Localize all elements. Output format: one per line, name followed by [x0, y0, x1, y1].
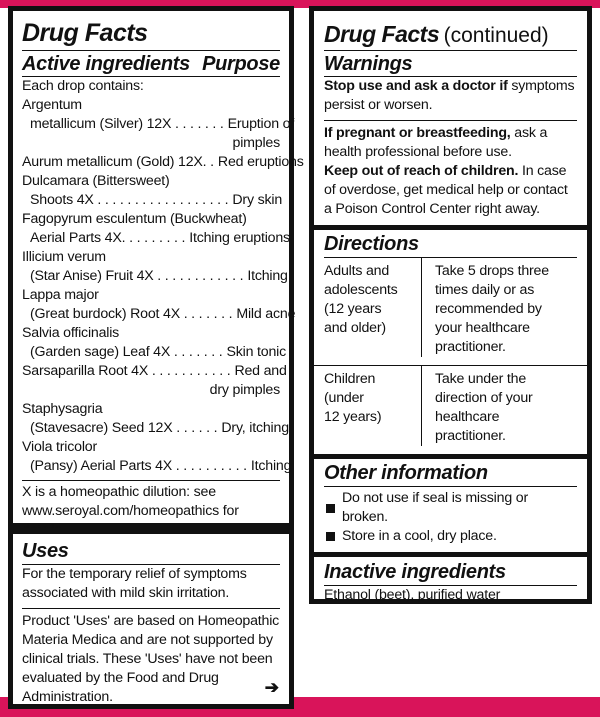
keep-out-text-2: of overdose, get medical help or contact — [324, 182, 568, 198]
active-ingredients-heading: Active ingredients — [22, 53, 190, 75]
section-divider — [314, 225, 587, 230]
stop-use-text: symptoms — [511, 78, 575, 94]
other-information-list — [314, 487, 587, 546]
age-group-text: Adults and — [324, 263, 390, 279]
dose-text: your healthcare — [435, 320, 530, 336]
dose-text: healthcare — [435, 409, 500, 425]
ingredient-detail: (Garden sage) Leaf 4X . . . . . . . — [30, 344, 223, 360]
ingredient-purpose: Red eruptions — [217, 154, 304, 170]
ingredient-name: Argentum — [22, 97, 82, 113]
ingredient-detail: Aurum metallicum (Gold) 12X. . — [22, 154, 214, 170]
directions-dose-cell — [422, 366, 587, 446]
divider — [22, 480, 280, 481]
ingredient-row — [22, 419, 289, 438]
warnings-heading: Warnings — [324, 53, 413, 75]
ingredient-detail: (Great burdock) Root 4X . . . . . . . — [30, 306, 233, 322]
age-group-text: (under — [324, 390, 364, 406]
dose-text: recommended by — [435, 301, 542, 317]
uses-disclaimer: evaluated by the Food and Drug — [22, 670, 219, 686]
continued-suffix: (continued) — [443, 24, 549, 47]
list-item-text: Store in a cool, dry place. — [342, 528, 497, 544]
directions-heading: Directions — [324, 233, 419, 255]
continued-title: Drug Facts — [324, 21, 440, 47]
ingredient-detail: (Pansy) Aerial Parts 4X . . . . . . . . . . — [30, 458, 247, 474]
keep-out-text: In case — [521, 163, 567, 179]
directions-age-cell — [314, 366, 422, 446]
ingredient-name: Lappa major — [22, 287, 99, 303]
directions-age-cell — [314, 258, 422, 357]
dose-text: Take under the — [435, 371, 527, 387]
ingredient-detail: Sarsaparilla Root 4X . . . . . . . . . . . — [22, 363, 231, 379]
uses-text: associated with mild skin irritation. — [22, 585, 230, 601]
stop-use-text-2: persist or worsen. — [324, 97, 433, 113]
pregnant-bold: If pregnant or breastfeeding, — [324, 125, 511, 141]
drug-facts-continued-panel — [309, 6, 592, 604]
uses-heading: Uses — [22, 540, 69, 562]
ingredient-name: Dulcamara (Bittersweet) — [22, 173, 170, 189]
list-item-text: Do not use if seal is missing or broken. — [341, 490, 528, 525]
ingredient-row — [22, 267, 288, 286]
ingredient-purpose: Dry skin — [232, 192, 283, 208]
drug-facts-title: Drug Facts — [22, 19, 148, 47]
ingredient-purpose: Itching eruptions — [189, 230, 290, 246]
ingredient-purpose: Eruption of — [227, 116, 295, 132]
other-information-heading: Other information — [324, 462, 488, 484]
ingredient-detail: (Star Anise) Fruit 4X . . . . . . . . . . . . — [30, 268, 244, 284]
age-group-text: and older) — [324, 320, 386, 336]
footnote-line-1: X is a homeopathic dilution: see — [22, 484, 216, 500]
ingredient-purpose: Itching — [250, 458, 292, 474]
uses-text: For the temporary relief of symptoms — [22, 566, 247, 582]
ingredient-purpose: Red and — [234, 363, 287, 379]
ingredient-row — [22, 457, 292, 476]
age-group-text: Children — [324, 371, 376, 387]
ingredient-purpose: pimples — [232, 135, 280, 151]
ingredient-purpose: Dry, itching — [221, 420, 289, 436]
keep-out-text-3: a Poison Control Center right away. — [324, 201, 540, 217]
age-group-text: adolescents — [324, 282, 398, 298]
uses-panel — [8, 528, 294, 709]
section-divider — [314, 454, 587, 459]
dose-text: direction of your — [435, 390, 533, 406]
divider — [22, 608, 280, 609]
ingredient-purpose: Skin tonic — [226, 344, 287, 360]
ingredient-name: Staphysagria — [22, 401, 103, 417]
ingredient-row — [22, 343, 287, 362]
ingredient-row — [22, 115, 295, 134]
directions-table — [314, 258, 587, 446]
ingredient-detail: (Stavesacre) Seed 12X . . . . . . — [30, 420, 218, 436]
pregnant-text-2: health professional before use. — [324, 144, 512, 160]
inactive-ingredients-heading: Inactive ingredients — [324, 561, 506, 583]
divider — [324, 50, 577, 51]
dose-text: times daily or as — [435, 282, 535, 298]
ingredient-purpose: Itching — [247, 268, 288, 284]
ingredient-detail: Shoots 4X . . . . . . . . . . . . . . . . . . — [30, 192, 229, 208]
uses-disclaimer: Administration. — [22, 689, 113, 705]
list-item — [324, 489, 577, 527]
square-bullet-icon — [326, 504, 335, 513]
purpose-heading: Purpose — [202, 53, 280, 75]
age-group-text: (12 years — [324, 301, 382, 317]
square-bullet-icon — [326, 532, 335, 541]
ingredient-row — [22, 305, 296, 324]
dose-text: practitioner. — [435, 339, 506, 355]
directions-dose-cell — [422, 258, 587, 357]
section-divider — [314, 552, 587, 557]
uses-disclaimer: Product 'Uses' are based on Homeopathic — [22, 613, 280, 629]
pregnant-text: ask a — [514, 125, 548, 141]
dose-text: practitioner. — [435, 428, 506, 444]
ingredient-purpose: Mild acne — [236, 306, 296, 322]
footnote-line-2: www.seroyal.com/homeopathics for — [22, 503, 239, 519]
ingredient-row — [22, 191, 283, 210]
divider — [22, 50, 280, 51]
inactive-ingredients-text: Ethanol (beet), purified water — [324, 587, 501, 603]
dose-text: Take 5 drops three — [435, 263, 549, 279]
ingredient-detail: metallicum (Silver) 12X . . . . . . . — [30, 116, 224, 132]
continue-arrow-icon: ➔ — [264, 678, 279, 697]
ingredient-name: Fagopyrum esculentum (Buckwheat) — [22, 211, 247, 227]
list-item — [324, 527, 577, 546]
ingredient-row — [22, 362, 287, 381]
ingredient-list — [22, 96, 304, 476]
ingredient-name: Illicium verum — [22, 249, 106, 265]
ingredient-detail: Aerial Parts 4X. . . . . . . . . — [30, 230, 186, 246]
drug-facts-panel — [8, 6, 304, 528]
ingredient-name: Salvia officinalis — [22, 325, 120, 341]
keep-out-bold: Keep out of reach of children. — [324, 163, 519, 179]
uses-disclaimer: clinical trials. These 'Uses' have not been — [22, 651, 273, 667]
active-ingredients-header — [22, 53, 280, 75]
uses-disclaimer: Materia Medica and are not supported by — [22, 632, 273, 648]
ingredient-row — [22, 153, 304, 172]
ingredient-purpose: dry pimples — [209, 382, 280, 398]
ingredient-row — [22, 229, 290, 248]
ingredient-name: Viola tricolor — [22, 439, 98, 455]
age-group-text: 12 years) — [324, 409, 382, 425]
each-drop-label: Each drop contains: — [22, 78, 144, 94]
stop-use-bold: Stop use and ask a doctor if — [324, 78, 508, 94]
